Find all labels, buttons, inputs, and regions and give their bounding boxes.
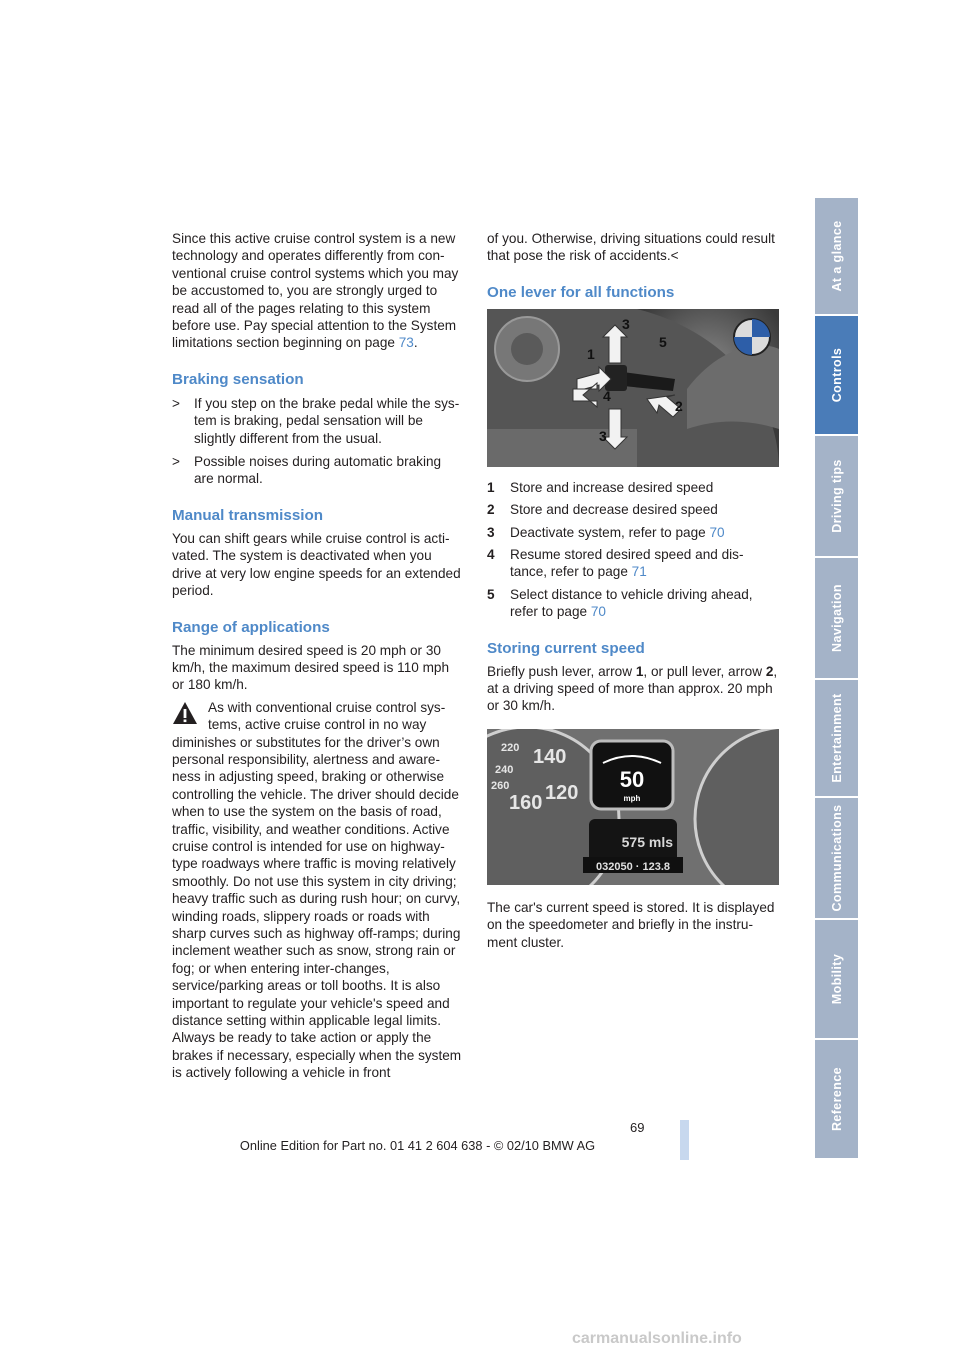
sidebar-tab-at-a-glance[interactable]: At a glance bbox=[815, 198, 858, 316]
lever-figure bbox=[487, 309, 779, 467]
sidebar-tab-controls[interactable]: Controls bbox=[815, 316, 858, 436]
sidebar-tab-reference[interactable]: Reference bbox=[815, 1040, 858, 1160]
figure-label-4: 4 bbox=[603, 387, 611, 404]
figure-label-2: 2 bbox=[675, 397, 683, 414]
lever-heading: One lever for all functions bbox=[487, 283, 675, 301]
warning-lead: As with conventional cruise control sys-tems, active cruise control in no way bbox=[208, 699, 446, 733]
range-heading: Range of applications bbox=[172, 618, 330, 636]
footer-bar bbox=[680, 1120, 689, 1160]
sidebar-tab-communications[interactable]: Communications bbox=[815, 798, 858, 920]
storing-after-text: The car's current speed is stored. It is displayed on the speedometer and briefly in the instru-ment cluster. bbox=[487, 899, 775, 950]
storing-text: Briefly push lever, arrow 1, or pull lever, arrow 2, at a driving speed of more than approx. 20 mph or 30 km/h. bbox=[487, 663, 778, 714]
manual-text: You can shift gears while cruise control is acti-vated. The system is deactivated when you drive at very low engine speeds for an extended period. bbox=[172, 530, 461, 599]
set-speed-unit: mph bbox=[623, 793, 641, 803]
list-item: 5 Select distance to vehicle driving ahead, refer to page 70 bbox=[487, 586, 753, 620]
left-column bbox=[172, 230, 464, 1082]
sidebar-tab-entertainment[interactable]: Entertainment bbox=[815, 680, 858, 798]
dial-label: 220 bbox=[501, 741, 520, 754]
page-number: 69 bbox=[630, 1120, 645, 1135]
right-column bbox=[487, 230, 779, 951]
dial-label: 120 bbox=[545, 781, 579, 804]
warning-block bbox=[172, 699, 464, 1082]
dial-label: 160 bbox=[509, 791, 543, 814]
chapter-sidebar bbox=[815, 198, 858, 1160]
speedometer-figure bbox=[487, 729, 779, 885]
dial-label: 240 bbox=[495, 763, 514, 776]
set-speed-value: 50 bbox=[619, 766, 645, 792]
list-item: 3 Deactivate system, refer to page 70 bbox=[487, 524, 725, 540]
list-item: > If you step on the brake pedal while the sys-tem is braking, pedal sensation will be slightly different from the usual. bbox=[172, 395, 460, 446]
page-link-73[interactable]: 73 bbox=[398, 335, 414, 351]
figure-label-3a: 3 bbox=[622, 315, 630, 332]
page-link-70[interactable]: 70 bbox=[590, 604, 606, 620]
dial-label: 140 bbox=[533, 745, 567, 768]
odometer-readout: 032050 · 123.8 bbox=[595, 860, 671, 873]
figure-label-5: 5 bbox=[659, 333, 667, 350]
range-readout: 575 mls bbox=[621, 833, 673, 850]
list-item: > Possible noises during automatic braking are normal. bbox=[172, 454, 442, 487]
sidebar-tab-navigation[interactable]: Navigation bbox=[815, 558, 858, 680]
sidebar-tab-mobility[interactable]: Mobility bbox=[815, 920, 858, 1040]
footer-text: Online Edition for Part no. 01 41 2 604 638 - © 02/10 BMW AG bbox=[239, 1138, 596, 1153]
dial-label: 260 bbox=[491, 779, 510, 792]
braking-heading: Braking sensation bbox=[172, 370, 304, 388]
storing-heading: Storing current speed bbox=[487, 639, 645, 657]
list-item: 2 Store and decrease desired speed bbox=[487, 502, 718, 518]
sidebar-tab-driving-tips[interactable]: Driving tips bbox=[815, 436, 858, 558]
figure-label-1: 1 bbox=[587, 345, 595, 362]
warning-text: diminishes or substitutes for the driver’s own personal responsibility, alertness and aware-ness in adjusting speed, braking or otherwise controlling the vehicle. The driver should decide when to use the system on the basis of road, traffic, visibility, and weather conditions. Active cruise control is intended for use on highway-type roadways where traffic is moving relatively smoothly. Do not use this system in city driving; heavy traffic such as during rush hour; on curvy, winding roads, slippery roads or roads with sharp curves such as highway off-ramps; during inclement weather such as snow, strong rain or fog; or when entering inter-changes, service/parking areas or toll booths. It is also important to regulate your vehicle's speed and distance setting within applicable legal limits. Always be ready to take action or apply the brakes if necessary, especially when the system is actively following a vehicle in front bbox=[172, 734, 462, 1081]
manual-heading: Manual transmission bbox=[172, 506, 324, 524]
lever-function-list bbox=[487, 479, 779, 621]
intro-paragraph: Since this active cruise control system is a new technology and operates differently from con-ventional cruise control systems which you may be accustomed to, you are strongly urged to read all of the pages relating to this system before use. Pay special attention to the System limitations section beginning on page 73. bbox=[172, 231, 459, 351]
figure-label-3b: 3 bbox=[599, 427, 607, 444]
braking-bullets bbox=[172, 395, 464, 488]
warning-icon bbox=[172, 701, 198, 725]
continuation-paragraph: of you. Otherwise, driving situations could result that pose the risk of accidents.< bbox=[487, 231, 775, 264]
range-text: The minimum desired speed is 20 mph or 30 km/h, the maximum desired speed is 110 mph or 180 km/h. bbox=[172, 642, 450, 693]
page-link-70[interactable]: 70 bbox=[709, 524, 725, 540]
page-link-71[interactable]: 71 bbox=[631, 564, 647, 580]
list-item: 1 Store and increase desired speed bbox=[487, 479, 714, 495]
watermark: carmanualsonline.info bbox=[572, 1330, 742, 1347]
list-item: 4 Resume stored desired speed and dis-tance, refer to page 71 bbox=[487, 547, 744, 580]
